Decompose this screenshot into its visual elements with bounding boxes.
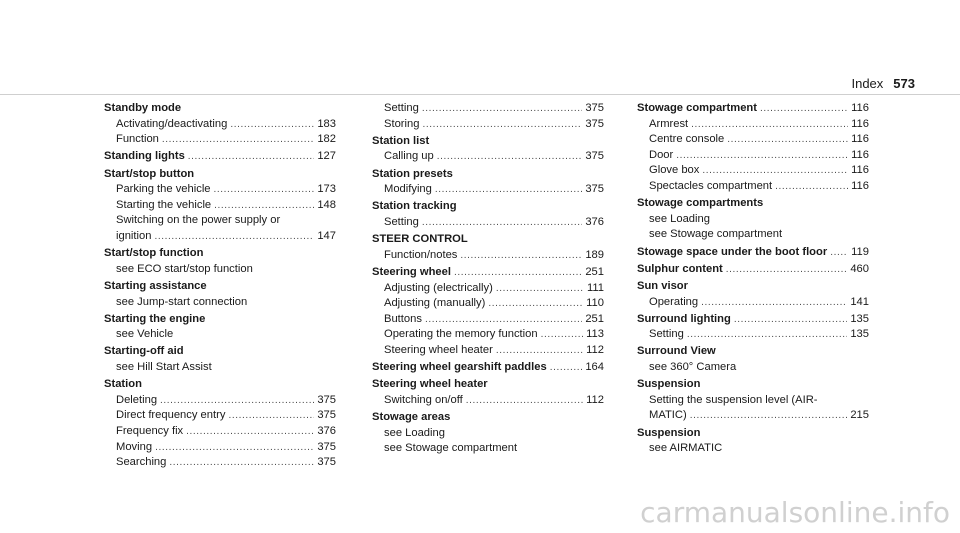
subentry-label: ignition [116,229,152,242]
subentry[interactable] [104,408,336,424]
subentry[interactable] [104,182,336,198]
entry-heading: Starting the engine [104,312,206,325]
index-column-1 [104,101,336,472]
subentry-label: Switching on the power supply or [116,214,281,227]
see-reference[interactable]: see 360° Camera [649,361,737,374]
subentry-label: Setting [384,215,419,228]
subentry[interactable] [372,215,604,231]
entry-heading: Steering wheel heater [372,378,488,391]
index-entry-station-tracking [372,199,604,230]
index-column-3 [637,101,869,458]
index-entry-steering-wheel-heater [372,377,604,408]
subentry-label: Adjusting (manually) [384,297,486,310]
subentry-label: Spectacles compartment [649,179,773,192]
page-ref: 189 [585,248,604,261]
subentry-label: Deleting [116,393,158,406]
page-ref: 251 [585,312,604,325]
page-ref: 135 [850,328,869,341]
page-ref: 116 [851,133,869,146]
page-ref: 164 [585,361,604,374]
subentry[interactable] [372,182,604,198]
entry-heading: Starting assistance [104,279,207,292]
subentry[interactable] [372,101,604,117]
subentry-label: Function [116,133,159,146]
entry-heading: Stowage compartment [637,102,757,114]
index-entry-standby-mode [104,101,336,148]
index-entry-stowage-compartments [637,196,869,243]
entry-heading: Surround lighting [637,312,731,325]
page-ref: 147 [317,229,336,242]
index-column-2 [372,101,604,458]
entry-heading: Sulphur content [637,262,723,275]
page-ref: 113 [586,328,604,341]
see-reference[interactable]: see Jump-start connection [116,295,248,308]
entry-heading: Station presets [372,167,453,180]
header-rule [0,94,960,95]
see-reference[interactable]: see Vehicle [116,328,174,341]
page-ref: 215 [850,409,869,422]
subentry-label: Activating/deactivating [116,117,228,130]
see-reference[interactable]: see ECO start/stop function [116,262,253,275]
page-ref: 375 [317,440,336,453]
subentry-label: Setting the suspension level (AIR- [649,393,818,406]
page-ref: 173 [317,183,336,196]
entry-heading: Station tracking [372,200,457,213]
page-ref: 375 [585,102,604,114]
subentry[interactable] [372,281,604,297]
index-entry-standing-lights[interactable] [104,149,336,165]
subentry-label: Operating the memory function [384,328,538,341]
subentry[interactable] [372,327,604,343]
subentry[interactable] [372,312,604,328]
index-entry-stowage-areas [372,410,604,457]
index-entry-surround-lighting [637,312,869,343]
subentry-label: Glove box [649,164,700,177]
page-ref: 375 [585,117,604,130]
see-reference[interactable]: see Stowage compartment [649,228,783,241]
page-ref: 183 [317,117,336,130]
entry-heading: Standby mode [104,102,182,114]
subentry[interactable] [104,424,336,440]
subentry-label: Function/notes [384,248,458,261]
subentry[interactable] [372,296,604,312]
index-entry-station-continued [372,101,604,132]
see-reference[interactable]: see Hill Start Assist [116,361,212,374]
entry-heading: Steering wheel [372,265,451,278]
subentry-label: Armrest [649,117,689,130]
subentry[interactable] [104,393,336,409]
subentry-label: Setting [649,328,684,341]
subentry-label: Storing [384,117,420,130]
subentry-label: Adjusting (electrically) [384,281,493,294]
page-ref: 116 [851,117,869,130]
page-ref: 116 [851,102,869,114]
subentry[interactable] [637,148,869,164]
subentry-label: Operating [649,295,699,308]
section-title: Index [851,76,884,91]
page-ref: 376 [317,425,336,438]
entry-heading: Stowage areas [372,411,451,424]
index-entry-sulphur-content[interactable] [637,262,869,278]
page-ref: 375 [317,393,336,406]
index-entry-starting-the-engine [104,312,336,343]
index-entry-start-stop-button [104,167,336,245]
entry-heading: Surround View [637,345,716,358]
subentry[interactable] [372,117,604,133]
page-number: 573 [893,76,915,91]
entry-heading: Start/stop function [104,247,204,260]
page-ref: 375 [317,409,336,422]
subentry-label: Parking the vehicle [116,183,211,196]
subentry[interactable] [637,163,869,179]
subentry[interactable] [104,455,336,471]
subentry-continued[interactable] [104,229,336,245]
page-ref: 375 [585,183,604,196]
index-entry-boot-floor[interactable] [637,245,869,261]
subentry[interactable] [637,179,869,195]
page-ref: 460 [850,262,869,275]
page-ref: 111 [586,281,604,294]
index-entry-starting-off-aid [104,344,336,375]
page-ref: 148 [317,198,336,211]
index-entry-suspension-2 [637,426,869,457]
entry-heading: Sun visor [637,279,688,292]
see-reference[interactable]: see AIRMATIC [649,442,723,455]
entry-heading: Standing lights [104,150,185,163]
see-reference[interactable]: see Loading [384,426,445,439]
page-ref: 110 [586,297,604,310]
page-ref: 116 [851,164,869,177]
entry-heading: Suspension [637,378,701,391]
subentry[interactable] [637,132,869,148]
see-reference[interactable]: see Loading [649,212,710,225]
page-ref: 182 [317,133,336,146]
subentry-label: Door [649,148,674,161]
watermark: carmanualsonline.info [640,496,950,529]
subentry-label: MATIC) [649,409,687,422]
page-ref: 116 [851,179,869,192]
index-entry-sun-visor [637,279,869,310]
page-ref: 135 [850,312,869,325]
page-ref: 376 [585,215,604,228]
page-ref: 112 [586,343,604,356]
index-entry-station [104,377,336,471]
subentry-label: Frequency fix [116,425,184,438]
page-ref: 251 [585,265,604,278]
subentry[interactable] [104,198,336,214]
subentry-label: Direct frequency entry [116,409,226,422]
page-ref: 112 [586,393,604,406]
entry-heading: Stowage space under the boot floor [637,245,828,258]
subentry[interactable] [637,295,869,311]
subentry-label: Switching on/off [384,393,463,406]
subentry[interactable] [372,393,604,409]
entry-heading: Starting-off aid [104,345,184,358]
index-entry-steer-control [372,232,604,263]
subentry[interactable] [104,117,336,133]
subentry-label: Calling up [384,150,434,163]
index-entry-station-list [372,134,604,165]
index-entry-station-presets [372,167,604,198]
subentry[interactable] [372,248,604,264]
page-ref: 375 [317,456,336,469]
subentry-label: Buttons [384,312,422,325]
subentry-label: Moving [116,440,153,453]
page-ref: 127 [317,150,336,163]
page-ref: 119 [851,245,869,258]
page-ref: 375 [585,150,604,163]
subentry[interactable] [104,213,336,229]
subentry-label: Starting the vehicle [116,198,212,211]
entry-heading: Suspension [637,426,701,439]
index-entry-start-stop-function [104,246,336,277]
entry-heading: Steering wheel gearshift paddles [372,361,547,374]
subentry[interactable] [104,132,336,148]
subentry[interactable] [104,440,336,456]
subentry[interactable] [637,393,869,409]
subentry[interactable] [372,149,604,165]
index-entry-suspension-1 [637,377,869,424]
index-entry-starting-assistance [104,279,336,310]
index-entry-surround-view [637,344,869,375]
entry-heading: Start/stop button [104,167,195,180]
subentry-label: Modifying [384,183,432,196]
index-entry-steering-wheel [372,265,604,359]
entry-heading: Station [104,378,142,391]
subentry-label: Setting [384,102,419,114]
subentry[interactable] [637,117,869,133]
subentry-label: Steering wheel heater [384,343,493,356]
page-ref: 116 [851,148,869,161]
subentry-label: Searching [116,456,167,469]
index-entry-gearshift-paddles[interactable] [372,360,604,376]
page-ref: 141 [850,295,869,308]
subentry[interactable] [372,343,604,359]
entry-heading: STEER CONTROL [372,233,468,246]
subentry-label: Centre console [649,133,725,146]
subentry-continued[interactable] [637,408,869,424]
index-entry-stowage-compartment [637,101,869,195]
entry-heading: Stowage compartments [637,197,764,210]
entry-heading: Station list [372,134,430,147]
page-header [851,76,915,91]
see-reference[interactable]: see Stowage compartment [384,442,518,455]
subentry[interactable] [637,327,869,343]
